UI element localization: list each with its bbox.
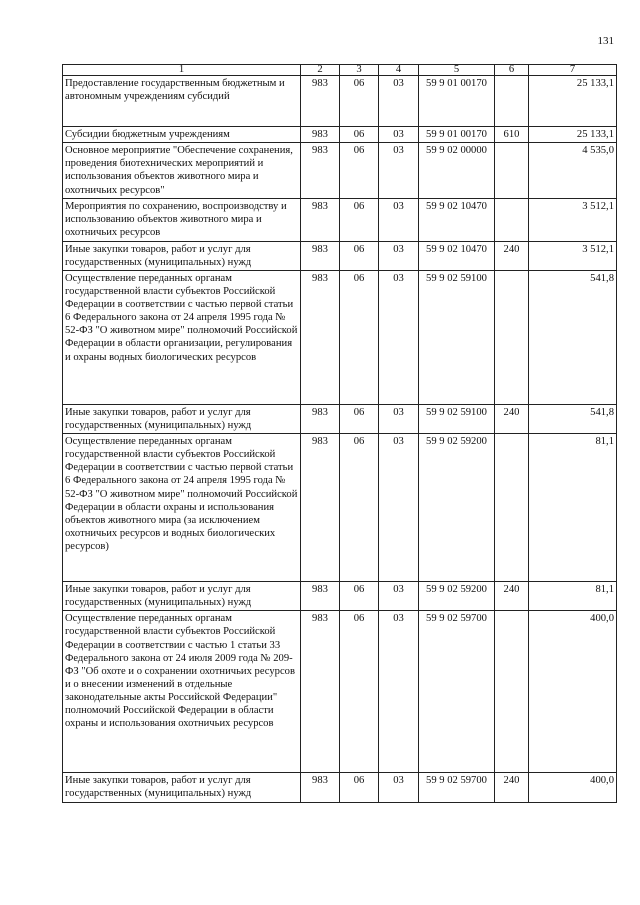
row-target-article: 59 9 02 10470: [419, 199, 495, 241]
table-row: [63, 76, 617, 127]
table-header-row: [63, 65, 617, 76]
row-subsection: 03: [379, 404, 419, 433]
row-target-article: 59 9 02 59100: [419, 270, 495, 404]
row-code-ministry: 983: [301, 143, 340, 199]
row-expense-type: 240: [495, 404, 529, 433]
row-code-ministry: 983: [301, 434, 340, 582]
row-target-article: 59 9 02 59200: [419, 582, 495, 611]
row-name: Иные закупки товаров, работ и услуг для государственных (муниципальных) нужд: [63, 404, 301, 433]
header-col-3: 3: [340, 65, 379, 76]
header-col-2: 2: [301, 65, 340, 76]
table-row: [63, 241, 617, 270]
row-name: Иные закупки товаров, работ и услуг для государственных (муниципальных) нужд: [63, 241, 301, 270]
row-section: 06: [340, 582, 379, 611]
table-row: [63, 127, 617, 143]
page-number: 131: [597, 35, 614, 47]
row-name: Предоставление государственным бюджетным и автономным учреждениям субсидий: [63, 76, 301, 127]
row-code-ministry: 983: [301, 76, 340, 127]
header-col-4: 4: [379, 65, 419, 76]
row-target-article: 59 9 02 59100: [419, 404, 495, 433]
row-expense-type: [495, 434, 529, 582]
header-col-7: 7: [529, 65, 617, 76]
row-section: 06: [340, 143, 379, 199]
row-subsection: 03: [379, 199, 419, 241]
row-expense-type: 240: [495, 582, 529, 611]
table-row: [63, 582, 617, 611]
row-code-ministry: 983: [301, 199, 340, 241]
header-col-1: 1: [63, 65, 301, 76]
row-expense-type: [495, 76, 529, 127]
row-subsection: 03: [379, 773, 419, 802]
row-code-ministry: 983: [301, 404, 340, 433]
row-code-ministry: 983: [301, 270, 340, 404]
row-target-article: 59 9 01 00170: [419, 76, 495, 127]
row-code-ministry: 983: [301, 611, 340, 773]
table-row: [63, 404, 617, 433]
row-subsection: 03: [379, 127, 419, 143]
row-amount: 400,0: [529, 611, 617, 773]
row-target-article: 59 9 02 59700: [419, 611, 495, 773]
row-amount: 541,8: [529, 270, 617, 404]
row-name: Субсидии бюджетным учреждениям: [63, 127, 301, 143]
row-section: 06: [340, 434, 379, 582]
row-subsection: 03: [379, 241, 419, 270]
row-expense-type: [495, 143, 529, 199]
row-target-article: 59 9 02 59200: [419, 434, 495, 582]
row-target-article: 59 9 01 00170: [419, 127, 495, 143]
row-subsection: 03: [379, 434, 419, 582]
row-section: 06: [340, 773, 379, 802]
row-amount: 25 133,1: [529, 127, 617, 143]
row-section: 06: [340, 404, 379, 433]
row-subsection: 03: [379, 582, 419, 611]
table-row: [63, 434, 617, 582]
row-code-ministry: 983: [301, 241, 340, 270]
row-subsection: 03: [379, 611, 419, 773]
row-amount: 3 512,1: [529, 199, 617, 241]
row-name: Осуществление переданных органам государственной власти субъектов Российской Федерации в соответствии с частью первой статьи 6 Федерального закона от 24 апреля 1995 года № 52-ФЗ "О животном мире" полномочий Российской Федерации в области охраны и использования объектов животного мира (за исключением охотничьих ресурсов и водных биологических ресурсов): [63, 434, 301, 582]
row-expense-type: [495, 199, 529, 241]
row-expense-type: 240: [495, 241, 529, 270]
row-expense-type: 610: [495, 127, 529, 143]
row-section: 06: [340, 270, 379, 404]
header-col-5: 5: [419, 65, 495, 76]
row-section: 06: [340, 199, 379, 241]
row-expense-type: 240: [495, 773, 529, 802]
header-col-6: 6: [495, 65, 529, 76]
table-row: [63, 773, 617, 802]
row-name: Осуществление переданных органам государственной власти субъектов Российской Федерации в соответствии с частью 1 статьи 33 Федерального закона от 24 июля 2009 года № 209-ФЗ "Об охоте и о сохранении охотничьих ресурсов и о внесении изменений в отдельные законодательные акты Российской Федерации" полномочий Российской Федерации в области охраны и использования охотничьих ресурсов: [63, 611, 301, 773]
row-amount: 81,1: [529, 582, 617, 611]
budget-table: [62, 64, 617, 803]
table-row: [63, 199, 617, 241]
row-target-article: 59 9 02 00000: [419, 143, 495, 199]
row-amount: 3 512,1: [529, 241, 617, 270]
row-name: Иные закупки товаров, работ и услуг для государственных (муниципальных) нужд: [63, 773, 301, 802]
row-target-article: 59 9 02 59700: [419, 773, 495, 802]
row-code-ministry: 983: [301, 582, 340, 611]
row-code-ministry: 983: [301, 127, 340, 143]
row-code-ministry: 983: [301, 773, 340, 802]
row-amount: 25 133,1: [529, 76, 617, 127]
table-row: [63, 143, 617, 199]
table-row: [63, 270, 617, 404]
row-amount: 4 535,0: [529, 143, 617, 199]
row-section: 06: [340, 127, 379, 143]
row-amount: 400,0: [529, 773, 617, 802]
row-target-article: 59 9 02 10470: [419, 241, 495, 270]
row-expense-type: [495, 611, 529, 773]
row-expense-type: [495, 270, 529, 404]
row-section: 06: [340, 241, 379, 270]
row-name: Мероприятия по сохранению, воспроизводству и использованию объектов животного мира и охотничьих ресурсов: [63, 199, 301, 241]
table-row: [63, 611, 617, 773]
row-amount: 541,8: [529, 404, 617, 433]
row-subsection: 03: [379, 76, 419, 127]
row-name: Иные закупки товаров, работ и услуг для государственных (муниципальных) нужд: [63, 582, 301, 611]
row-name: Основное мероприятие "Обеспечение сохранения, проведения биотехнических мероприятий и использования объектов животного мира и охотничьих ресурсов": [63, 143, 301, 199]
row-subsection: 03: [379, 270, 419, 404]
row-section: 06: [340, 76, 379, 127]
row-section: 06: [340, 611, 379, 773]
row-amount: 81,1: [529, 434, 617, 582]
row-name: Осуществление переданных органам государственной власти субъектов Российской Федерации в соответствии с частью первой статьи 6 Федерального закона от 24 апреля 1995 года № 52-ФЗ "О животном мире" полномочий Российской Федерации в области организации, регулирования и охраны водных биологических ресурсов: [63, 270, 301, 404]
row-subsection: 03: [379, 143, 419, 199]
